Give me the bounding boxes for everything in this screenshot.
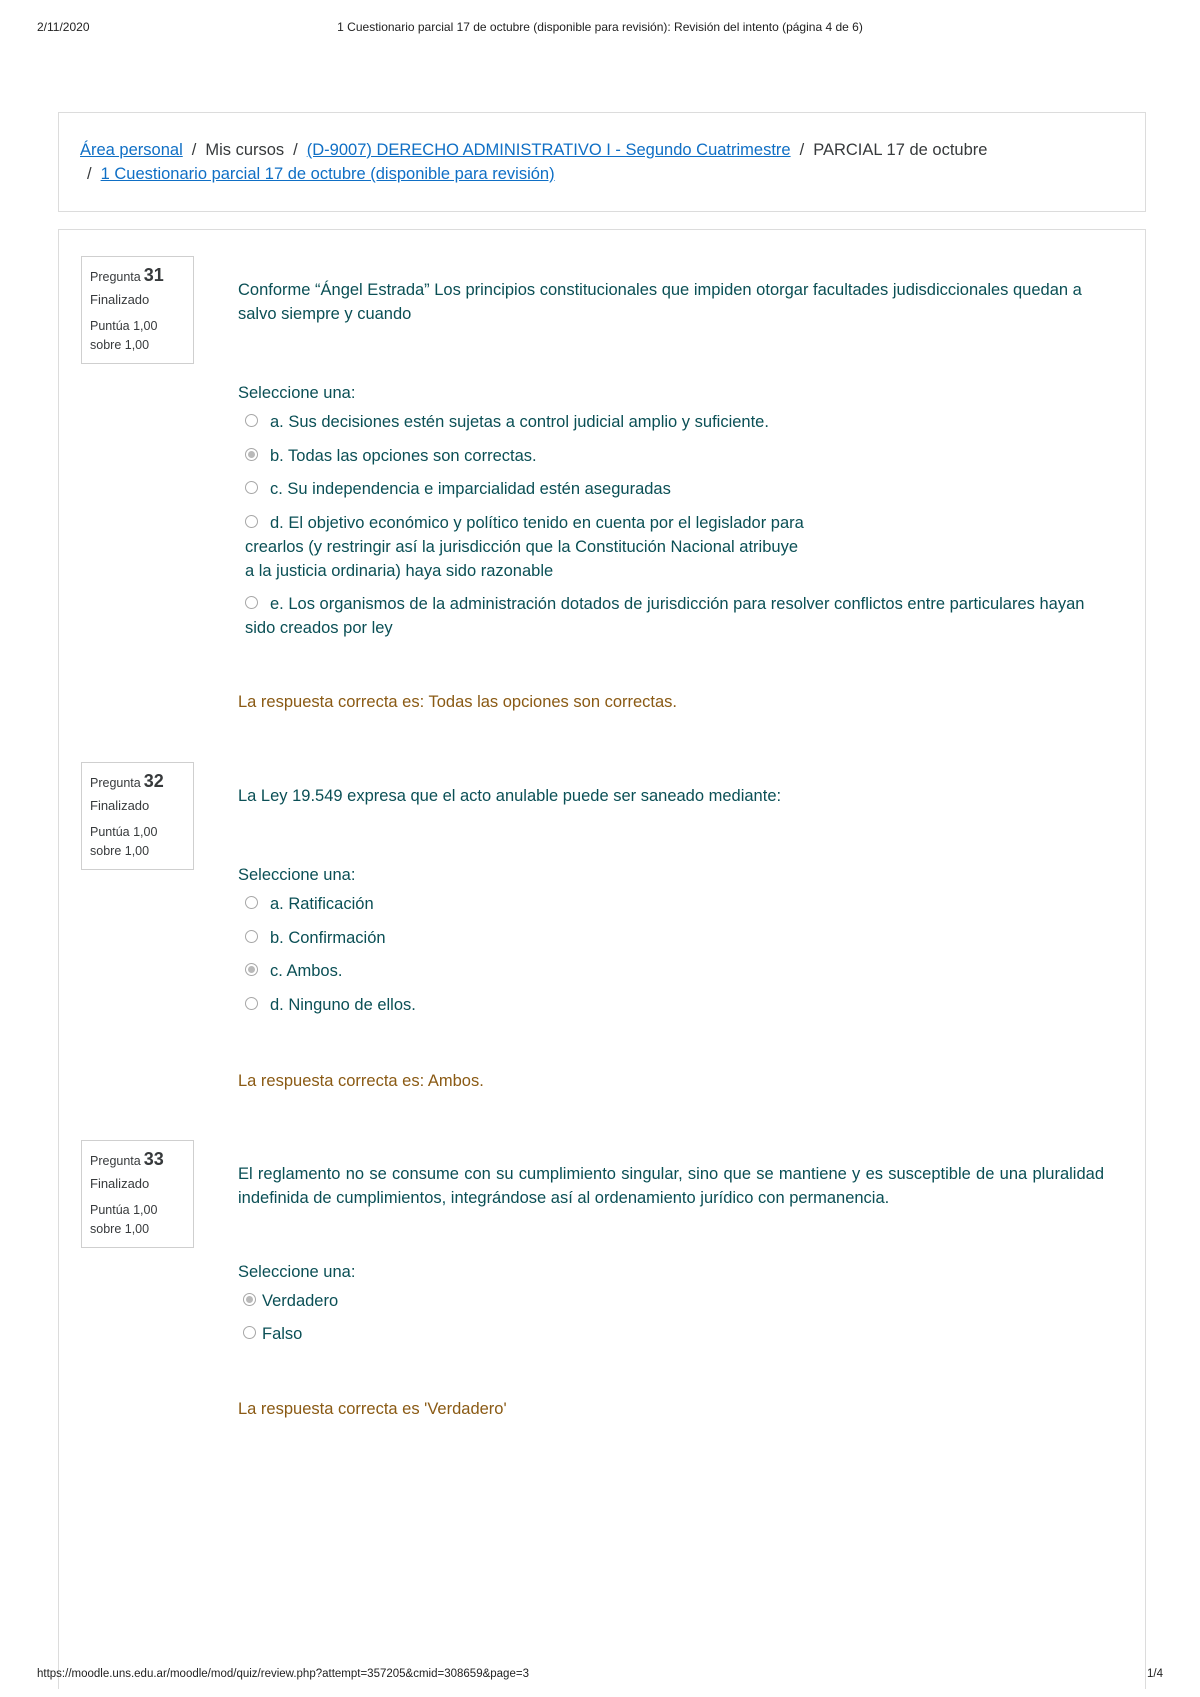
answer-option-label: e. Los organismos de la administración dotados de jurisdicción para resolver conflictos entre particulares hayan sido creados por ley — [245, 595, 1085, 637]
select-one-prompt: Seleccione una: — [238, 866, 356, 884]
correct-answer-feedback: La respuesta correcta es 'Verdadero' — [238, 1400, 507, 1418]
answer-option[interactable] — [245, 410, 1125, 434]
answer-option[interactable] — [245, 477, 1125, 501]
question-info-31 — [81, 256, 194, 364]
print-header — [37, 20, 1163, 36]
breadcrumb-quiz-link[interactable]: 1 Cuestionario parcial 17 de octubre (disponible para revisión) — [100, 165, 555, 183]
breadcrumb-separator: / — [191, 141, 197, 159]
question-grade-line-2: sobre 1,00 — [90, 338, 150, 352]
answer-option[interactable] — [245, 993, 1125, 1017]
radio-button[interactable] — [243, 1326, 256, 1339]
question-grade-line-2: sobre 1,00 — [90, 844, 150, 858]
question-number-value: 32 — [143, 771, 164, 791]
print-url: https://moodle.uns.edu.ar/moodle/mod/quiz/review.php?attempt=357205&cmid=308659&page=3 — [37, 1668, 529, 1680]
breadcrumb-course-link[interactable]: (D-9007) DERECHO ADMINISTRATIVO I - Segundo Cuatrimestre — [306, 141, 791, 159]
question-number — [90, 772, 185, 792]
question-state: Finalizado — [90, 292, 150, 307]
answer-option-label: a. Sus decisiones estén sujetas a control judicial amplio y suficiente. — [270, 413, 769, 431]
answer-option-label: b. Todas las opciones son correctas. — [270, 447, 537, 465]
correct-answer-feedback: La respuesta correcta es: Todas las opciones son correctas. — [238, 693, 678, 711]
question-grade — [90, 317, 185, 355]
breadcrumb-parcial: PARCIAL 17 de octubre — [813, 141, 988, 159]
question-text-31: Conforme “Ángel Estrada” Los principios constitucionales que impiden otorgar facultades judisdiccionales quedan a salvo siempre y cuando — [238, 281, 1082, 323]
question-number-value: 33 — [143, 1149, 164, 1169]
radio-button-selected[interactable] — [245, 963, 258, 976]
answer-option[interactable] — [245, 959, 1125, 983]
breadcrumb-area-personal-link[interactable]: Área personal — [80, 141, 183, 159]
answer-option[interactable] — [245, 892, 1125, 916]
breadcrumb-line-1 — [80, 141, 987, 160]
radio-button[interactable] — [245, 596, 258, 609]
answer-option-label: b. Confirmación — [270, 929, 386, 947]
question-number — [90, 266, 185, 286]
breadcrumb-separator: / — [799, 141, 805, 159]
answer-option-label: c. Su independencia e imparcialidad estén aseguradas — [270, 480, 671, 498]
answer-option-label: d. El objetivo económico y político tenido en cuenta por el legislador para crearlos (y restringir así la jurisdicción que la Constitución Nacional atribuye a la justicia ordinaria) haya sido razonable — [245, 514, 804, 580]
radio-button[interactable] — [245, 515, 258, 528]
radio-button-selected[interactable] — [243, 1293, 256, 1306]
question-label: Pregunta — [90, 776, 141, 790]
question-state: Finalizado — [90, 1176, 150, 1191]
breadcrumb-separator: / — [87, 165, 92, 183]
select-one-prompt: Seleccione una: — [238, 1263, 356, 1281]
correct-answer-feedback: La respuesta correcta es: Ambos. — [238, 1072, 484, 1090]
answer-option[interactable] — [245, 592, 1105, 640]
question-grade-line-1: Puntúa 1,00 — [90, 825, 158, 839]
print-footer — [37, 1668, 1163, 1684]
print-date: 2/11/2020 — [37, 20, 90, 34]
question-number-value: 31 — [143, 265, 164, 285]
radio-button-selected[interactable] — [245, 448, 258, 461]
question-text-33: El reglamento no se consume con su cumplimiento singular, sino que se mantiene y es susceptible de una pluralidad indefinida de cumplimientos, integrándose así al ordenamiento jurídico con permanencia. — [238, 1165, 1104, 1207]
answer-option-label: Falso — [262, 1325, 303, 1343]
print-page-title: 1 Cuestionario parcial 17 de octubre (disponible para revisión): Revisión del intento (página 4 de 6) — [337, 20, 863, 34]
question-label: Pregunta — [90, 1154, 141, 1168]
radio-button[interactable] — [245, 997, 258, 1010]
radio-button[interactable] — [245, 414, 258, 427]
answer-option[interactable] — [245, 511, 805, 583]
question-text-32: La Ley 19.549 expresa que el acto anulable puede ser saneado mediante: — [238, 787, 782, 805]
breadcrumb-mis-cursos: Mis cursos — [205, 141, 285, 159]
answer-option[interactable] — [245, 444, 1125, 468]
question-grade-line-2: sobre 1,00 — [90, 1222, 150, 1236]
breadcrumb-line-2 — [87, 165, 555, 184]
question-number — [90, 1150, 185, 1170]
answer-option-label: Verdadero — [262, 1292, 339, 1310]
question-grade — [90, 823, 185, 861]
answer-option-label: d. Ninguno de ellos. — [270, 996, 416, 1014]
answer-option[interactable] — [243, 1289, 1123, 1313]
radio-button[interactable] — [245, 896, 258, 909]
answer-option[interactable] — [243, 1322, 1123, 1346]
answer-option[interactable] — [245, 926, 1125, 950]
question-grade — [90, 1201, 185, 1239]
radio-button[interactable] — [245, 481, 258, 494]
answer-option-label: a. Ratificación — [270, 895, 374, 913]
radio-button[interactable] — [245, 930, 258, 943]
breadcrumb-separator: / — [293, 141, 298, 159]
quiz-review-content — [58, 229, 1146, 1689]
question-grade-line-1: Puntúa 1,00 — [90, 319, 158, 333]
question-info-32 — [81, 762, 194, 870]
question-info-33 — [81, 1140, 194, 1248]
print-page-count: 1/4 — [1147, 1668, 1163, 1680]
select-one-prompt: Seleccione una: — [238, 384, 356, 402]
question-label: Pregunta — [90, 270, 141, 284]
answer-option-label: c. Ambos. — [270, 962, 343, 980]
question-grade-line-1: Puntúa 1,00 — [90, 1203, 158, 1217]
question-state: Finalizado — [90, 798, 150, 813]
breadcrumb — [58, 112, 1146, 212]
